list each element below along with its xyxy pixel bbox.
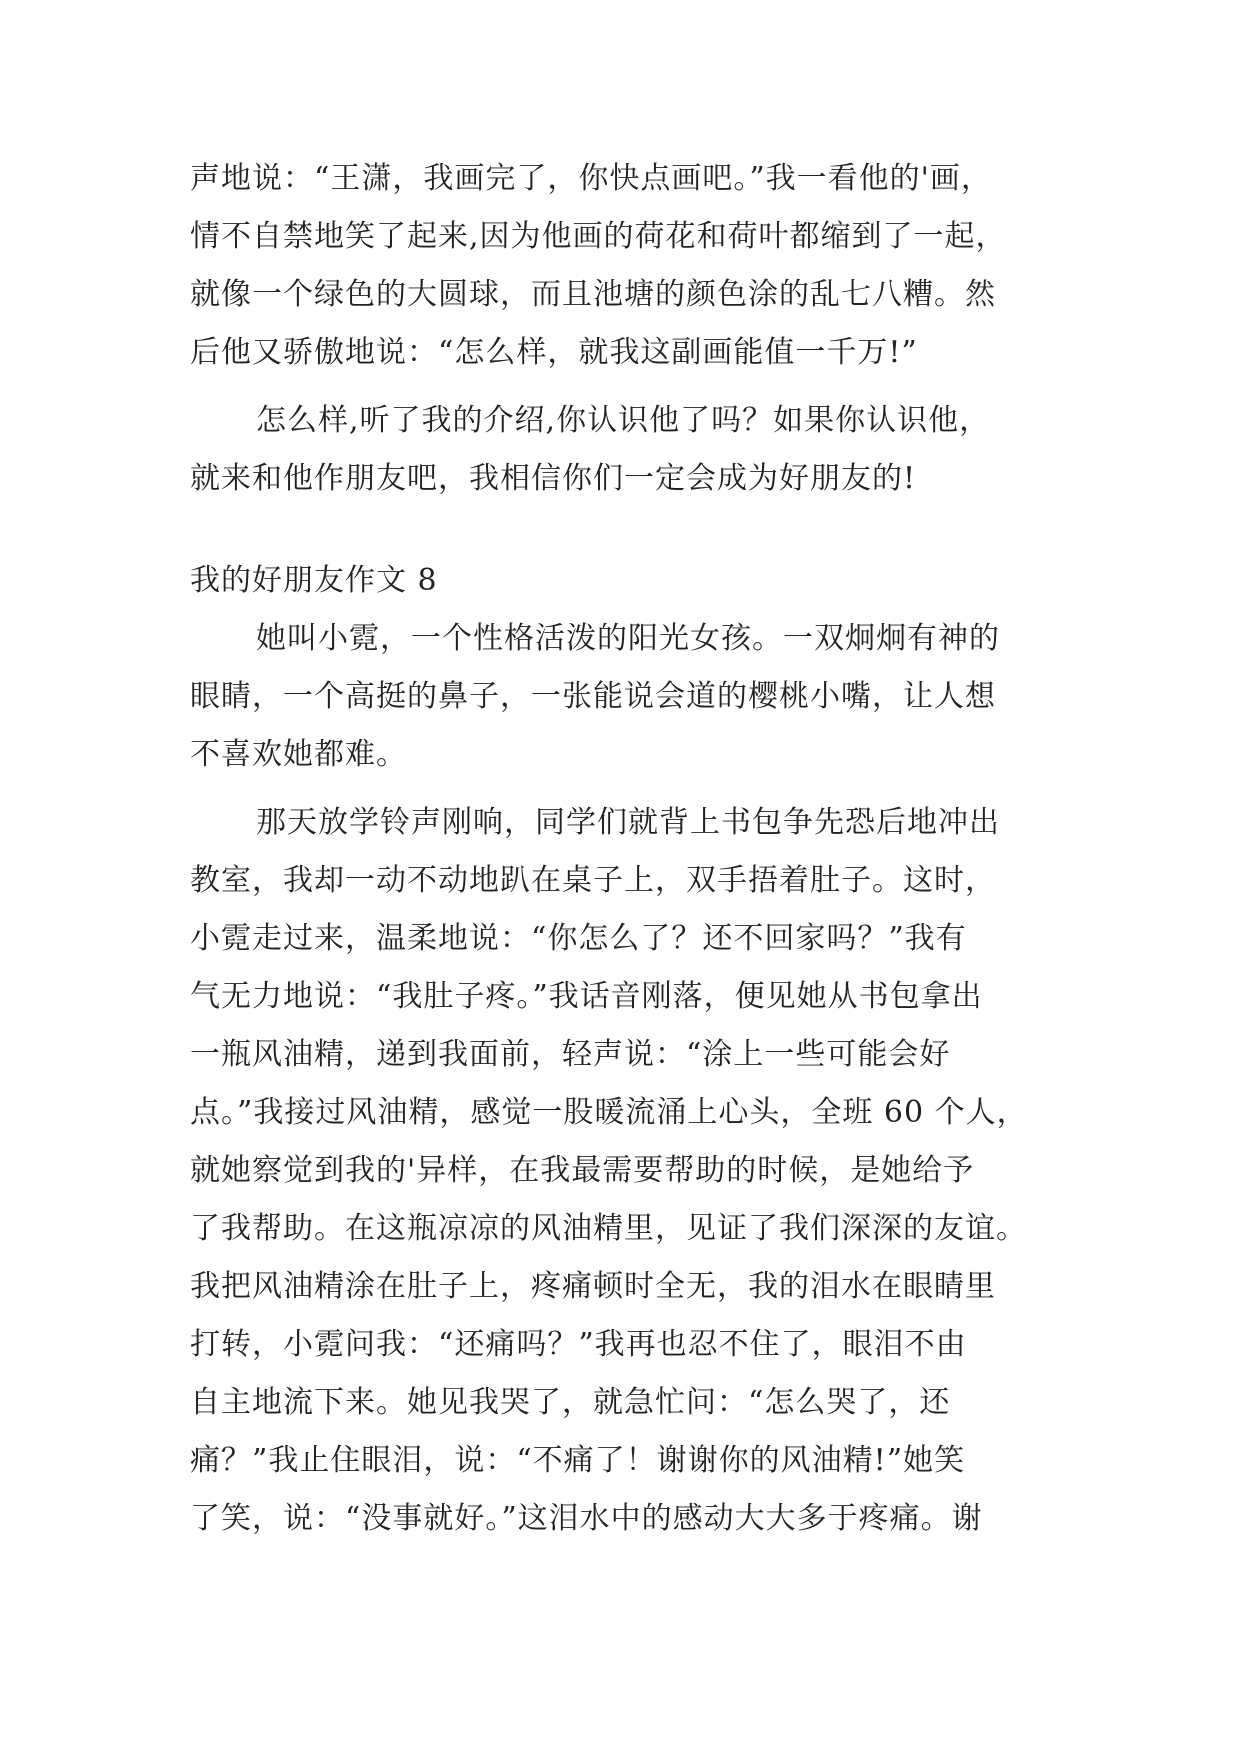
text-line: 痛？”我止住眼泪，说：“不痛了！谢谢你的风油精!”她笑 [190,1443,966,1478]
text-line: 了我帮助。在这瓶凉凉的风油精里，见证了我们深深的友谊。 [190,1211,1027,1246]
text-line: 气无力地说：“我肚子疼。”我话音刚落，便见她从书包拿出 [190,979,983,1014]
paragraph [190,794,1090,1548]
text-line: 怎么样,听了我的介绍,你认识他了吗？如果你认识他， [256,403,991,438]
text-line: 点。”我接过风油精，感觉一股暖流涌上心头，全班 60 个人， [190,1095,1028,1130]
text-line: 后他又骄傲地说：“怎么样，就我这副画能值一千万!” [190,335,918,370]
text-line: 就来和他作朋友吧，我相信你们一定会成为好朋友的! [190,461,917,496]
text-line: 不喜欢她都难。 [190,737,407,772]
text-line: 自主地流下来。她见我哭了，就急忙问：“怎么哭了，还 [190,1385,951,1420]
text-line: 那天放学铃声刚响，同学们就背上书包争先恐后地冲出 [256,805,1000,840]
paragraph [190,392,1090,508]
section-title: 我的好朋友作文 8 [190,563,438,598]
text-line: 了笑，说：“没事就好。”这泪水中的感动大大多于疼痛。谢 [190,1501,983,1536]
text-line: 我把风油精涂在肚子上，疼痛顿时全无，我的泪水在眼睛里 [190,1269,996,1304]
text-line: 情不自禁地笑了起来,因为他画的荷花和荷叶都缩到了一起， [190,219,1007,254]
text-line: 小霓走过来，温柔地说：“你怎么了？还不回家吗？”我有 [190,921,967,956]
paragraph-spacer [190,784,1090,794]
text-line: 打转，小霓问我：“还痛吗？”我再也忍不住了，眼泪不由 [190,1327,967,1362]
text-line: 就她察觉到我的'异样，在我最需要帮助的时候，是她给予 [190,1153,975,1188]
text-line: 声地说：“王潇，我画完了，你快点画吧。”我一看他的'画， [190,161,992,196]
text-line: 一瓶风油精，递到我面前，轻声说：“涂上一些可能会好 [190,1037,951,1072]
text-line: 眼睛，一个高挺的鼻子，一张能说会道的樱桃小嘴，让人想 [190,679,996,714]
paragraph-spacer [190,382,1090,392]
section-spacer [190,508,1090,552]
text-line: 就像一个绿色的大圆球，而且池塘的颜色涂的乱七八糟。然 [190,277,996,312]
paragraph [190,150,1090,382]
text-line: 教室，我却一动不动地趴在桌子上，双手捂着肚子。这时， [190,863,996,898]
text-line: 她叫小霓，一个性格活泼的阳光女孩。一双炯炯有神的 [256,621,1000,656]
paragraph [190,610,1090,784]
document-page [190,150,1090,1548]
